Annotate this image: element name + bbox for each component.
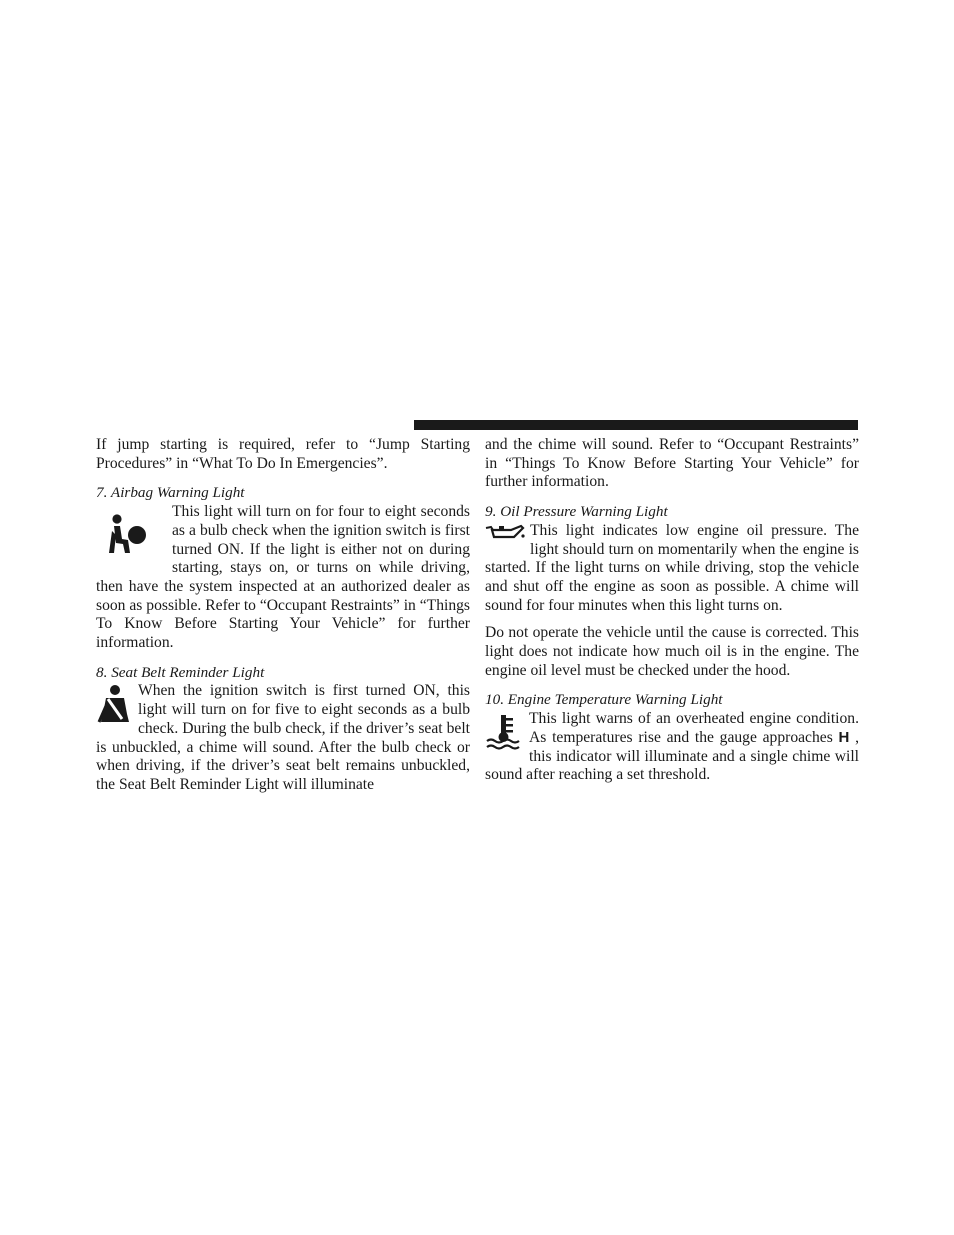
seat-belt-paragraph: When the ignition switch is first turned ON, this light will turn on for five to eight seconds as a bulb check. During the bulb check, if the driver’s seat belt is unbuckled, a chime will sound. After the bulb check or when driving, if the driver’s seat belt remains unbuckled, the Seat Belt Reminder Light will illuminate <box>96 682 470 793</box>
oil-pressure-heading: 9. Oil Pressure Warning Light <box>485 503 668 521</box>
right-column <box>485 436 859 785</box>
oil-caution-paragraph: Do not operate the vehicle until the cause is corrected. This light does not indicate how much oil is in the engine. The engine oil level must be checked under the hood. <box>485 624 859 679</box>
seat-belt-heading: 8. Seat Belt Reminder Light <box>96 663 265 681</box>
continuation-paragraph: and the chime will sound. Refer to “Occupant Restraints” in “Things To Know Before Starting Your Vehicle” for further information. <box>485 436 859 491</box>
coolant-temperature-icon <box>485 714 523 750</box>
airbag-heading: 7. Airbag Warning Light <box>96 484 245 502</box>
jump-start-paragraph: If jump starting is required, refer to “Jump Starting Procedures” in “What To Do In Emergencies”. <box>96 436 470 472</box>
section-header-bar <box>414 420 858 430</box>
engine-temperature-heading: 10. Engine Temperature Warning Light <box>485 691 723 709</box>
engine-temperature-paragraph: This light warns of an overheated engine condition. As temperatures rise and the gauge approaches H , this indicator will illuminate and a single chime will sound after reaching a set threshold. <box>485 710 860 784</box>
hot-symbol: H <box>838 728 850 746</box>
airbag-paragraph: This light will turn on for four to eight seconds as a bulb check when the ignition switch is first turned ON. If the light is either not on during starting, stays on, or turns on while driving, then have the system inspected at an authorized dealer as soon as possible. Refer to “Occupant Restraints” in “Things To Know Before Starting Your Vehicle” for further information. <box>96 503 470 652</box>
airbag-icon <box>106 513 150 557</box>
seat-belt-icon <box>96 684 132 724</box>
left-column <box>96 436 470 795</box>
oil-pressure-paragraph: This light indicates low engine oil pressure. The light should turn on momentarily when the engine is started. If the light turns on while driving, stop the vehicle and shut off the engine as soon as possible. A chime will sound for four minutes when this light turns on. <box>485 521 859 614</box>
oil-can-icon <box>485 524 525 540</box>
